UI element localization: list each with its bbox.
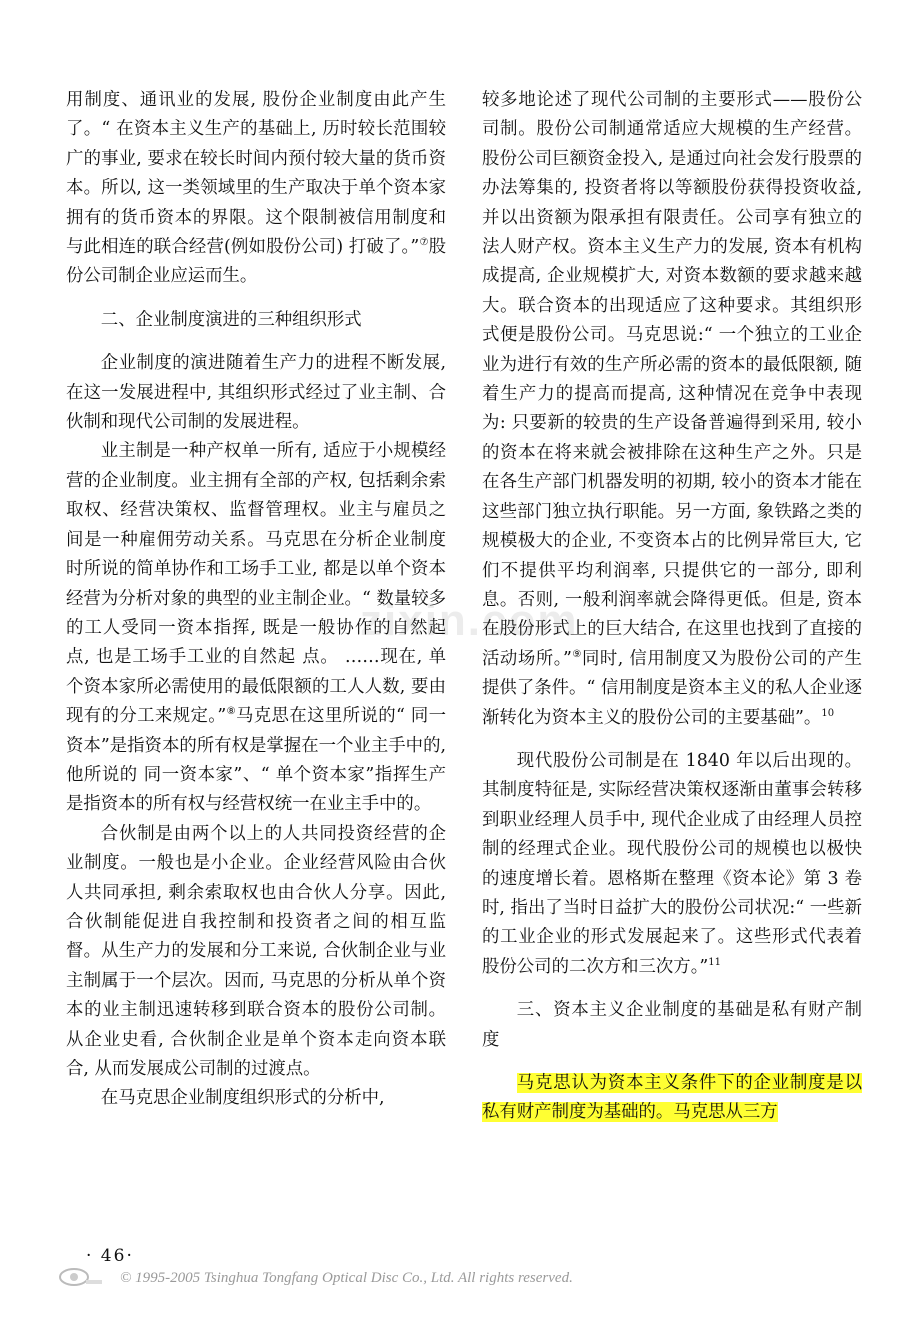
paragraph [482,1069,862,1128]
paragraph: 在马克思企业制度组织形式的分析中, [100,1088,385,1109]
paragraph-text: 马克思在这里所说的“ 同一资本”是指资本的所有权是掌握在一个业主手中的, 他所说的 同一资本家”、“ 单个资本家”指挥生产是指资本的所有权与经营权统一在业主手中的。 [66,706,446,815]
left-column [66,86,446,1114]
section-heading: 二、企业制度演进的三种组织形式 [100,309,362,330]
footnote-ref: 11 [708,956,722,968]
paragraph [66,437,446,819]
paragraph [66,86,446,292]
watermark: zixin.com [360,596,579,645]
paragraph-text: 股份公司制企业应运而生。 [66,237,446,287]
paragraph [482,86,862,733]
footnote-ref: ⑨ [571,648,582,660]
copyright-notice: © 1995-2005 Tsinghua Tongfang Optical Disc Co., Ltd. All rights reserved. [120,1270,573,1286]
page-number: · 46· [86,1246,134,1266]
publisher-logo-icon [56,1266,104,1288]
section-heading: 三、资本主义企业制度的基础是私有财产制度 [482,1000,862,1050]
footnote-ref: 10 [821,707,835,719]
footnote-ref: ⑦ [419,237,429,249]
paragraph-text: 用制度、通讯业的发展, 股份企业制度由此产生了。“ 在资本主义生产的基础上, 历时较长范围较广的事业, 要求在较长时间内预付较大量的货币资本。所以, 这一类领域里的生产取决于单个资本家拥有的货币资本的界限。这个限制被信用制度和与此相连的联合经营(例如股份公司) 打破了。” [66,90,446,258]
highlighted-text: 马克思认为资本主义条件下的企业制度是以私有财产制度为基础的。马克思从三方 [482,1073,862,1123]
paragraph-text: 较多地论述了现代公司制的主要形式——股份公司制。股份公司制通常适应大规模的生产经营。股份公司巨额资金投入, 是通过向社会发行股票的办法筹集的, 投资者将以等额股份获得投资收益, 并以出资额为限承担有限责任。公司享有独立的法人财产权。资本主义生产力的发展, 资本有机构成提高, 企业规模扩大, 对资本数额的要求越来越大。联合资本的出现适应了这种要求。其组织形式便是股份公司。马克思说:“ 一个独立的工业企业为进行有效的生产所必需的资本的最低限额, 随着生产力的提高而提高, 这种情况在竞争中表现为: 只要新的较贵的生产设备普遍得到采用, 较小的资本在将来就会被排除在这种生产之外。只是在各生产部门机器发明的初期, 较小的资本才能在这些部门独立执行职能。另一方面, 象铁路之类的规模极大的企业, 不变资本占的比例异常巨大, 它们不提供平均利润率, 只提供它的一部分, 即利息。否则, 一般利润率就会降得更低。但是, 资本在股份形式上的巨大结合, 在这里也找到了直接的活动场所。” [482,90,862,669]
footnote-ref: ⑧ [226,706,236,718]
paragraph: 合伙制是由两个以上的人共同投资经营的企业制度。一般也是小企业。企业经营风险由合伙人共同承担, 剩余索取权也由合伙人分享。因此, 合伙制能促进自我控制和投资者之间的相互监督。从生产力的发展和分工来说, 合伙制企业与业主制属于一个层次。因而, 马克思的分析从单个资本的业主制迅速转移到联合资本的股份公司制。从企业史看, 合伙制企业是单个资本走向资本联合, 从而发展成公司制的过渡点。 [66,823,446,1079]
paragraph: 企业制度的演进随着生产力的进程不断发展, 在这一发展进程中, 其组织形式经过了业主制、合伙制和现代公司制的发展进程。 [66,353,446,433]
paragraph-text: 同时, 信用制度又为股份公司的产生提供了条件。“ 信用制度是资本主义的私人企业逐渐转化为资本主义的股份公司的主要基础”。 [482,648,863,728]
paragraph-text: 业主制是一种产权单一所有, 适应于小规模经营的企业制度。业主拥有全部的产权, 包括剩余索取权、经营决策权、监督管理权。业主与雇员之 间是一种雇佣劳动关系。马克思在分析企业制度时所说的简单协作和工场手工业, 都是以单个资本经营为分析对象的典型的业主制企业。“ 数量较多的工人受同一资本指挥, 既是一般协作的自然起点, 也是工场手工业的自然起 点。 ……现在, 单个资本家所必需使用的最低限额的工人人数, 要由现有的分工来规定。” [66,441,446,727]
right-column [482,86,862,1128]
paragraph-text: 现代股份公司制是在 1840 年以后出现的。其制度特征是, 实际经营决策权逐渐由董事会转移到职业经理人员手中, 现代企业成了由经理人员控制的经理式企业。现代股份公司的规模也以极快的速度增长着。恩格斯在整理《资本论》第 3 卷时, 指出了当时日益扩大的股份公司状况:“ 一些新的工业企业的形式发展起来了。这些形式代表着股份公司的二次方和三次方。” [482,750,862,977]
paragraph [482,747,862,982]
